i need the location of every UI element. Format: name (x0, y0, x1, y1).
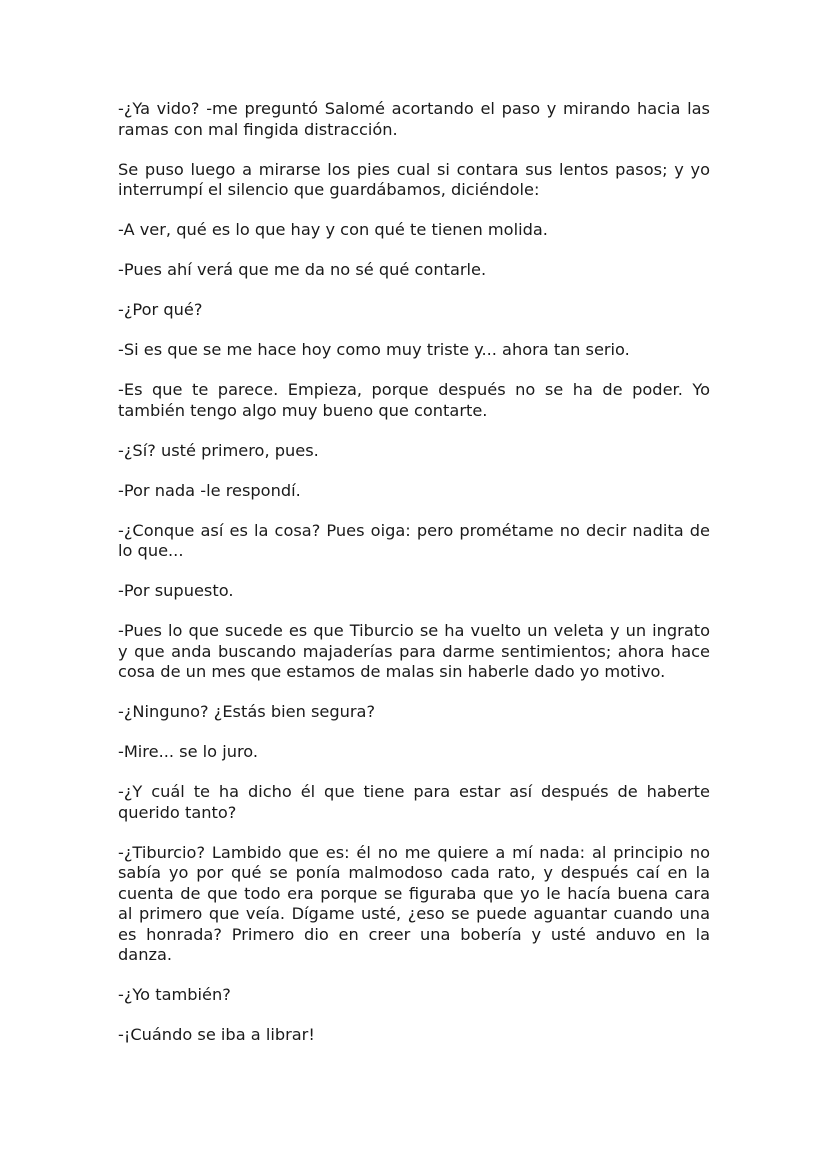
paragraph: -¿Conque así es la cosa? Pues oiga: pero prométame no decir nadita de lo que... (118, 520, 710, 560)
paragraph: -Por nada -le respondí. (118, 480, 301, 500)
paragraph: -Es que te parece. Empieza, porque después no se ha de poder. Yo también tengo algo muy bueno que contarte. (118, 380, 710, 420)
paragraph: Se puso luego a mirarse los pies cual si contara sus lentos pasos; y yo interrumpí el silencio que guardábamos, diciéndole: (118, 159, 710, 199)
paragraph: -¿Yo también? (118, 985, 231, 1004)
paragraph: -A ver, qué es lo que hay y con qué te tienen molida. (118, 220, 548, 239)
paragraph: -¿Tiburcio? Lambido que es: él no me quiere a mí nada: al principio no sabía yo por qué se ponía malmodoso cada rato, y después caí en la cuenta de que todo era porque se figuraba que yo le hacía buena cara al primero que veía. Dígame usté, ¿eso se puede aguantar cuando una es honrada? Primero dio en creer una bobería y usté anduvo en la danza. (118, 842, 710, 964)
paragraph: -¡Cuándo se iba a librar! (118, 1025, 315, 1044)
document-body (118, 99, 710, 1046)
paragraph: -Mire... se lo juro. (118, 742, 259, 761)
paragraph: -Por supuesto. (118, 581, 234, 600)
paragraph: -¿Por qué? (118, 300, 203, 319)
paragraph: -¿Ninguno? ¿Estás bien segura? (118, 702, 376, 721)
paragraph: -¿Sí? usté primero, pues. (118, 440, 319, 460)
paragraph: -¿Ya vido? -me preguntó Salomé acortando el paso y mirando hacia las ramas con mal fingida distracción. (118, 99, 710, 139)
paragraph: -Si es que se me hace hoy como muy triste y... ahora tan serio. (118, 340, 630, 359)
paragraph: -Pues lo que sucede es que Tiburcio se ha vuelto un veleta y un ingrato y que anda buscando majaderías para darme sentimientos; ahora hace cosa de un mes que estamos de malas sin haberle dado yo motivo. (118, 621, 710, 681)
paragraph: -Pues ahí verá que me da no sé qué contarle. (118, 260, 487, 279)
paragraph: -¿Y cuál te ha dicho él que tiene para estar así después de haberte querido tanto? (118, 782, 710, 822)
